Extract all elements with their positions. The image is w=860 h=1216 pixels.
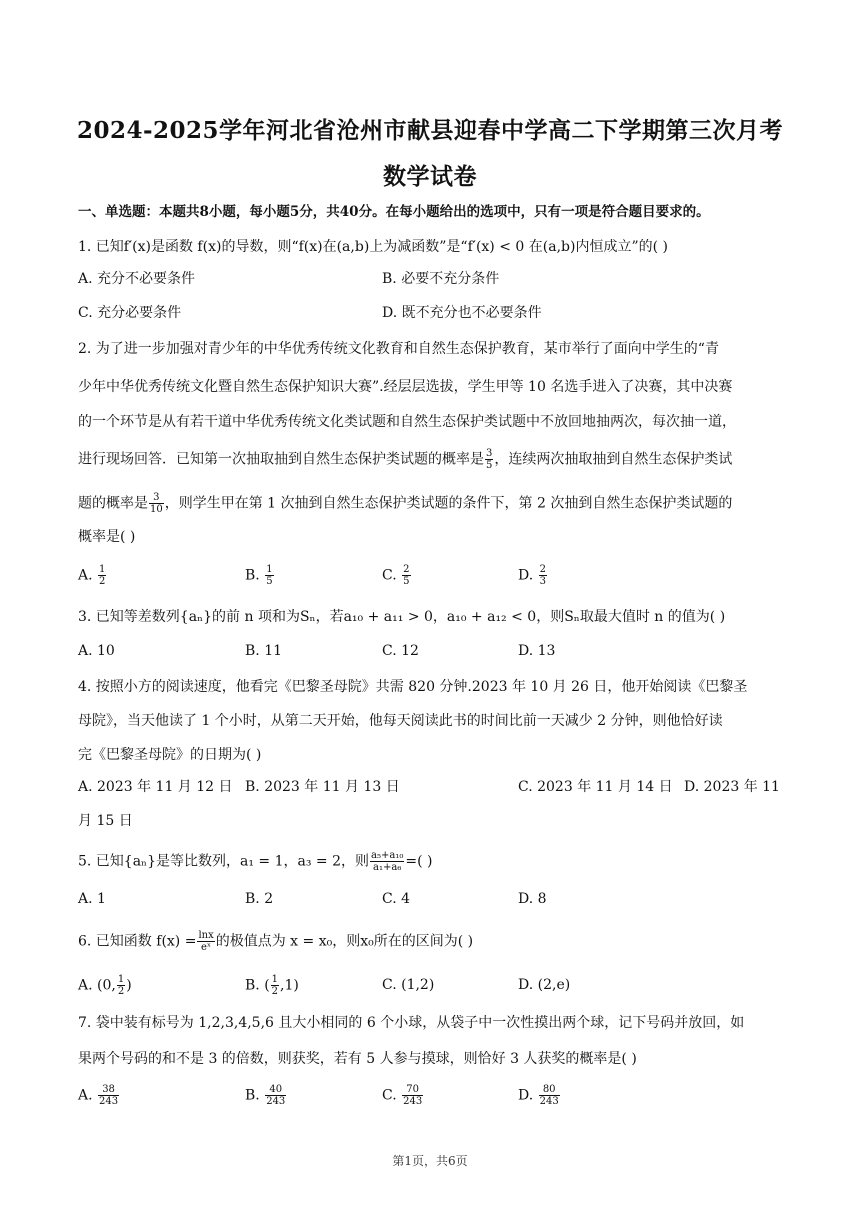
fraction bbox=[98, 1084, 119, 1107]
question-6-stem bbox=[78, 930, 788, 953]
fraction bbox=[539, 564, 547, 587]
fraction-denominator: 5 bbox=[266, 576, 273, 587]
fraction-denominator: 10 bbox=[150, 504, 163, 515]
fraction bbox=[197, 930, 214, 953]
fraction-numerator: 1 bbox=[266, 564, 273, 575]
question-2-line5-text-a: 题的概率是 bbox=[78, 495, 148, 512]
option-label: B. bbox=[245, 1087, 260, 1104]
question-4-line3: 完《巴黎圣母院》的日期为( ) bbox=[78, 747, 262, 763]
fraction-denominator: 2 bbox=[271, 986, 279, 997]
question-2-line1: 2. 为了进一步加强对青少年的中华优秀传统文化教育和自然生态保护教育，某市举行了面向中学生的“青 bbox=[78, 341, 719, 357]
question-3-option-d: D. 13 bbox=[518, 643, 556, 659]
fraction-numerator: 1 bbox=[271, 974, 279, 985]
exam-title-line2: 数学试卷 bbox=[383, 163, 477, 190]
option-text: A. (0, bbox=[78, 977, 116, 994]
option-label: A. bbox=[78, 1087, 93, 1104]
question-7-line2: 果两个号码的和不是 3 的倍数，则获奖，若有 5 人参与摸球，则恰好 3 人获奖的概率是( ) bbox=[78, 1051, 637, 1067]
fraction-denominator: 5 bbox=[403, 576, 410, 587]
question-5-option-c: C. 4 bbox=[382, 891, 411, 907]
question-4-option-b: B. 2023 年 11 月 13 日 bbox=[245, 779, 400, 795]
question-7-option-a bbox=[78, 1084, 120, 1107]
fraction-denominator: 243 bbox=[99, 1096, 119, 1107]
fraction bbox=[485, 448, 493, 471]
fraction-numerator: lnx bbox=[198, 930, 214, 941]
question-4-option-d-continued: 月 15 日 bbox=[78, 813, 133, 829]
question-6-option-d: D. (2,e) bbox=[518, 977, 571, 993]
question-2-line2: 少年中华优秀传统文化暨自然生态保护知识大赛”.经层层选拔，学生甲等 10 名选手进入了决赛，其中决赛 bbox=[78, 379, 733, 395]
question-2-line4 bbox=[78, 448, 788, 471]
fraction-denominator: eˣ bbox=[201, 942, 212, 953]
question-5-text-b: =( ) bbox=[405, 853, 433, 870]
question-7-option-d bbox=[518, 1084, 561, 1107]
fraction bbox=[117, 974, 125, 997]
question-5-option-a: A. 1 bbox=[78, 891, 106, 907]
question-6-text-a: 6. 已知函数 f(x) = bbox=[78, 933, 197, 950]
question-5-text-a: 5. 已知{aₙ}是等比数列，a₁ = 1，a₃ = 2，则 bbox=[78, 853, 370, 870]
question-2-option-c bbox=[382, 564, 412, 587]
question-4-option-c: C. 2023 年 11 月 14 日 bbox=[518, 779, 673, 795]
question-4-option-d: D. 2023 年 11 bbox=[684, 779, 780, 795]
option-label: C. bbox=[382, 1087, 397, 1104]
fraction-numerator: a₅+a₁₀ bbox=[371, 850, 404, 861]
fraction-numerator: 1 bbox=[99, 564, 106, 575]
option-label: C. bbox=[382, 567, 397, 584]
fraction bbox=[149, 492, 164, 515]
fraction bbox=[265, 564, 273, 587]
fraction-denominator: 3 bbox=[539, 576, 547, 587]
option-text: ,1) bbox=[280, 977, 299, 994]
question-3-option-a: A. 10 bbox=[78, 643, 115, 659]
question-6-option-c: C. (1,2) bbox=[382, 977, 435, 993]
question-1-option-d: D. 既不充分也不必要条件 bbox=[382, 305, 542, 321]
fraction-numerator: 1 bbox=[117, 974, 125, 985]
question-5-stem bbox=[78, 850, 788, 873]
question-1-option-b: B. 必要不充分条件 bbox=[382, 271, 500, 287]
fraction-denominator: 5 bbox=[486, 460, 493, 471]
fraction-numerator: 38 bbox=[98, 1084, 119, 1096]
question-2-line5 bbox=[78, 492, 788, 515]
option-text: B. ( bbox=[245, 977, 270, 994]
question-6-text-b: 的极值点为 x = x₀，则x₀所在的区间为( ) bbox=[215, 933, 474, 950]
fraction bbox=[370, 850, 404, 873]
question-2-line4-text-b: ，连续两次抽取抽到自然生态保护类试 bbox=[494, 451, 733, 468]
question-3-stem: 3. 已知等差数列{aₙ}的前 n 项和为Sₙ，若a₁₀ + a₁₁ > 0，a₁₀ + a₁₂ < 0，则Sₙ取最大值时 n 的值为( ) bbox=[78, 609, 726, 625]
fraction-numerator: 40 bbox=[265, 1084, 286, 1096]
question-4-line2: 母院》，当天他读了 1 个小时，从第二天开始，他每天阅读此书的时间比前一天减少 2 分钟，则他恰好读 bbox=[78, 713, 723, 729]
fraction-denominator: 243 bbox=[403, 1096, 423, 1107]
fraction-denominator: a₁+a₆ bbox=[373, 862, 402, 873]
question-3-option-c: C. 12 bbox=[382, 643, 419, 659]
option-label: B. bbox=[245, 567, 260, 584]
question-5-option-d: D. 8 bbox=[518, 891, 547, 907]
question-2-option-b bbox=[245, 564, 275, 587]
section-heading: 一、单选题：本题共8小题，每小题5分，共40分。在每小题给出的选项中，只有一项是符合题目要求的。 bbox=[78, 204, 710, 220]
question-1-option-a: A. 充分不必要条件 bbox=[78, 271, 196, 287]
fraction-numerator: 3 bbox=[486, 448, 493, 459]
question-7-option-c bbox=[382, 1084, 424, 1107]
fraction-denominator: 243 bbox=[266, 1096, 286, 1107]
fraction-numerator: 2 bbox=[403, 564, 410, 575]
question-7-option-b bbox=[245, 1084, 287, 1107]
fraction bbox=[271, 974, 279, 997]
question-6-option-b bbox=[245, 974, 299, 997]
fraction bbox=[402, 1084, 423, 1107]
question-2-line4-text-a: 进行现场回答．已知第一次抽取抽到自然生态保护类试题的概率是 bbox=[78, 451, 484, 468]
option-label: D. bbox=[518, 567, 534, 584]
fraction bbox=[402, 564, 410, 587]
fraction-numerator: 80 bbox=[539, 1084, 560, 1096]
fraction-numerator: 2 bbox=[539, 564, 547, 575]
option-label: A. bbox=[78, 567, 93, 584]
option-label: D. bbox=[518, 1087, 534, 1104]
fraction-numerator: 70 bbox=[402, 1084, 423, 1096]
question-1-stem: 1. 已知f′(x)是函数 f(x)的导数，则“f(x)在(a,b)上为减函数”是“f′(x) < 0 在(a,b)内恒成立”的( ) bbox=[78, 239, 668, 255]
question-4-line1: 4. 按照小方的阅读速度，他看完《巴黎圣母院》共需 820 分钟.2023 年 10 月 26 日，他开始阅读《巴黎圣 bbox=[78, 679, 748, 695]
option-text: ) bbox=[126, 977, 132, 994]
question-6-option-a bbox=[78, 974, 132, 997]
question-4-option-a: A. 2023 年 11 月 12 日 bbox=[78, 779, 233, 795]
fraction-numerator: 3 bbox=[149, 492, 164, 504]
fraction bbox=[98, 564, 106, 587]
fraction-denominator: 2 bbox=[117, 986, 125, 997]
question-3-option-b: B. 11 bbox=[245, 643, 283, 659]
question-2-option-d bbox=[518, 564, 548, 587]
question-2-line3: 的一个环节是从有若干道中华优秀传统文化类试题和自然生态保护类试题中不放回地抽两次，每次抽一道， bbox=[78, 414, 736, 430]
page-footer: 第1页，共6页 bbox=[392, 1154, 468, 1168]
question-2-option-a bbox=[78, 564, 107, 587]
exam-title-line1: 2024-2025学年河北省沧州市献县迎春中学高二下学期第三次月考 bbox=[76, 117, 784, 144]
fraction-denominator: 2 bbox=[99, 576, 106, 587]
fraction bbox=[539, 1084, 560, 1107]
question-7-line1: 7. 袋中装有标号为 1,2,3,4,5,6 且大小相同的 6 个小球，从袋子中一次性摸出两个球，记下号码并放回，如 bbox=[78, 1015, 745, 1031]
question-2-line6: 概率是( ) bbox=[78, 529, 136, 545]
fraction bbox=[265, 1084, 286, 1107]
question-1-option-c: C. 充分必要条件 bbox=[78, 305, 182, 321]
question-5-option-b: B. 2 bbox=[245, 891, 274, 907]
question-2-line5-text-b: ，则学生甲在第 1 次抽到自然生态保护类试题的条件下，第 2 次抽到自然生态保护类试题的 bbox=[164, 495, 733, 512]
fraction-denominator: 243 bbox=[539, 1096, 559, 1107]
